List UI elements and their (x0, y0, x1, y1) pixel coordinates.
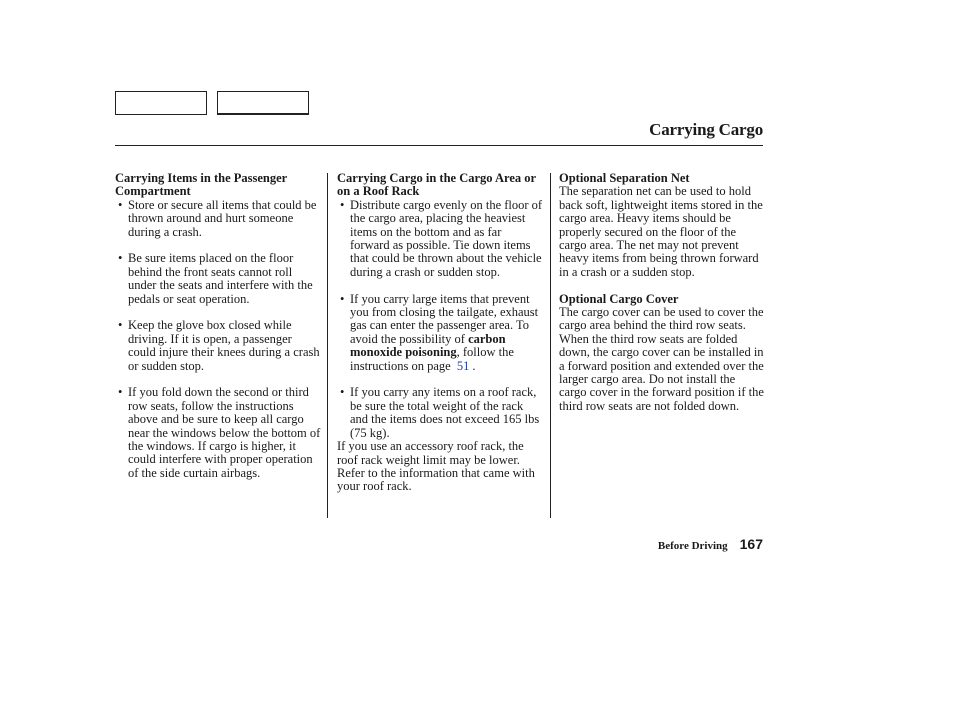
page-footer (658, 536, 763, 554)
footer-section-name: Before Driving (657, 540, 728, 552)
section-heading: Carrying Cargo in the Cargo Area or on a Roof Rack (337, 171, 536, 199)
cargo-cover-text: The cargo cover can be used to cover the cargo area behind the third row seats. When the third row seats are folded down, the cargo cover can be installed in a forward position and extended over the larger cargo area. Do not install the cargo cover in the forward position if the third row seats are not folded down. (559, 305, 764, 413)
page-title: Carrying Cargo (649, 120, 763, 139)
section-heading-cargo-cover: Optional Cargo Cover (559, 291, 679, 306)
column-optional-equipment (559, 172, 765, 413)
column-divider-1 (327, 173, 328, 518)
bullet-item: • Keep the glove box closed while driving. If it is open, a passenger could injure their knees during a crash or sudden stop. (115, 319, 321, 373)
section-heading-separation-net: Optional Separation Net (559, 171, 690, 185)
bullet-text: . (472, 358, 476, 373)
section-heading: Carrying Items in the Passenger Compartment (115, 171, 287, 199)
bullet-text: , follow the instructions on page (350, 345, 514, 373)
page-number: 167 (739, 536, 763, 552)
nav-button-index[interactable] (217, 91, 309, 115)
column-passenger-compartment (115, 172, 321, 480)
bullet-item: • Distribute cargo evenly on the floor of the cargo area, placing the heaviest items on the bottom and as far forward as possible. Tie down items that could be thrown about the vehicle during a crash or sudden stop. (337, 199, 543, 279)
column-cargo-area (337, 172, 543, 494)
bullet-item-carbon-monoxide (337, 293, 543, 373)
bullet-text: If you carry large items that prevent you from closing the tailgate, exhaust gas can enter the passenger area. To avoid the possibility of (350, 291, 539, 346)
bullet-item: • If you carry any items on a roof rack, be sure the total weight of the rack and the items does not exceed 165 lbs (75 kg). (337, 386, 543, 440)
bullet-item: • Store or secure all items that could be thrown around and hurt someone during a crash. (115, 199, 321, 239)
separation-net-text: The separation net can be used to hold back soft, lightweight items stored in the cargo area. Heavy items should be properly secured on the floor of the cargo area. The net may not prevent heavy items from being thrown forward in a crash or a sudden stop. (559, 184, 763, 279)
page-link-51[interactable]: 51 (456, 358, 470, 373)
roof-rack-note: If you use an accessory roof rack, the roof rack weight limit may be lower. Refer to the information that came with your roof rack. (337, 439, 535, 494)
column-divider-2 (550, 173, 551, 518)
bullet-item: • Be sure items placed on the floor behind the front seats cannot roll under the seats and interfere with the pedals or seat operation. (115, 252, 321, 306)
bullet-item: • If you fold down the second or third row seats, follow the instructions above and be sure to keep all cargo near the windows below the bottom of the windows. If cargo is higher, it could interfere with proper operation of the side curtain airbags. (115, 386, 321, 480)
warning-term: carbon monoxide poisoning (350, 331, 506, 360)
nav-button-main-menu[interactable] (115, 91, 207, 115)
title-divider (115, 145, 763, 146)
